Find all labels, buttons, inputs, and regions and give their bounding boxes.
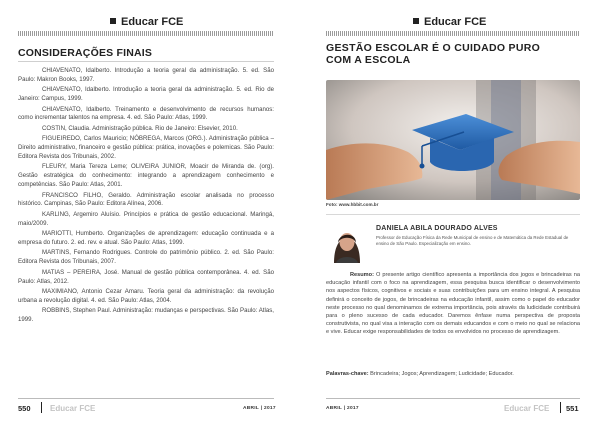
section-rule (18, 61, 274, 62)
header-brand (110, 16, 183, 28)
reference-item: KARLING, Argemiro Aluísio. Princípios e prática de gestão educacional. Maringá, maio/2009. (18, 210, 274, 227)
reference-item: MATIAS – PEREIRA, José. Manual de gestão pública contemporânea. 4. ed. São Paulo: Atlas, 2012. (18, 268, 274, 285)
reference-item: ROBBINS, Stephen Paul. Administração: mudanças e perspectivas. São Paulo: Atlas, 1999. (18, 307, 274, 324)
reference-item: MAXIMIANO, Antonio Cezar Amaru. Teoria geral da administração: da revolução urbana a revolução digital. 4. ed. São Paulo: Atlas, 2004. (18, 287, 274, 304)
footer-rule (18, 398, 274, 399)
abstract-text: O presente artigo científico apresenta a importância dos jogos e brincadeiras na educação infantil com o foco na aprendizagem, essa pesquisa busca identificar o desenvolvimento nos aspectos físicos, cognitivos e sociais e suas contribuições para um ensino integral. A pesquisa definirá o conceito de jogos, de brincadeiras na educação infantil, assim como o papel do educador neste processo no qual denominamos de extrema importância, pois através da ludicidade contribuirá para o pleno sucesso de cada educador. Daremos ênfase numa perspectiva de proposta construtivista, no qual visa a interação com os demais educandos e com o meio no qual se relaciona e vive. Educar exige responsabilidades de todos os envolvidos no processo de aprendizagem. (326, 272, 580, 336)
page-number: 551 (566, 404, 579, 413)
reference-item: FIGUEIREDO, Carlos Mauricio; NÓBREGA, Marcos (ORG.). Administração pública – Direito administrativo, financeiro e gestão pública: prática, inovações e polemicas. São Paulo: Editora Revista dos Tribunais, 2002. (18, 135, 274, 160)
photo-credit: Foto: www.hbbit.com.br (326, 202, 379, 207)
reference-item: COSTIN, Claudia. Administração pública. Rio de Janeiro: Elsevier, 2010. (42, 124, 238, 132)
brand-square-icon (110, 18, 116, 24)
header-hatch-bar (18, 31, 274, 36)
reference-list (18, 67, 274, 327)
reference-item: MARTINS, Fernando Rodrigues. Controle do patrimônio público. 2. ed. São Paulo: Editora Revista dos Tribunais, 2007. (18, 249, 274, 266)
footer-date: ABRIL | 2017 (326, 406, 359, 411)
page-number: 550 (18, 404, 31, 413)
brand-name: Educar FCE (424, 16, 487, 28)
reference-item: FRANCISCO FILHO, Geraldo. Administração escolar analisada no processo histórico. Campinas, São Paulo: Editora Alínea, 2006. (18, 191, 274, 208)
reference-item: CHIAVENATO, Idalberto. Introdução a teoria geral da administração. 5. ed. Rio de Janeiro: Campus, 1999. (18, 86, 274, 103)
article-photo (326, 80, 580, 200)
author-name: DANIELA ABILA DOURADO ALVES (376, 225, 498, 232)
keywords-label: Palavras-chave: (326, 371, 369, 377)
reference-item: CHIAVENATO, Idalberto. Introdução a teoria geral da administração. 5. ed. São Paulo: Makron Books, 1997. (18, 67, 274, 83)
section-title: CONSIDERAÇÕES FINAIS (18, 47, 153, 59)
header-brand (413, 16, 486, 28)
footer-brand: Educar FCE (504, 404, 550, 413)
footer-brand: Educar FCE (50, 404, 96, 413)
author-avatar (328, 223, 366, 263)
keywords-text: Brincadeira; Jogos; Aprendizagem; Ludicidade; Educador. (370, 371, 514, 377)
hands-graduation-cap-illustration (326, 80, 580, 200)
article-title: GESTÃO ESCOLAR É O CUIDADO PURO COM A ESCOLA (326, 42, 541, 66)
footer-separator (560, 402, 561, 413)
credit-rule (326, 214, 580, 215)
abstract (326, 271, 580, 337)
reference-item: MARIOTTI, Humberto. Organizações de aprendizagem: educação continuada e a empresa do futuro. 2. ed. rev. e atual. São Paulo: Atlas, 1999. (18, 230, 274, 246)
author-bio: Professor de Educação Física da Rede Municipal de ensino e de Matemática da Rede Estadual de ensino de São Paulo. Especialização em ensino. (376, 235, 569, 246)
footer-separator (41, 402, 42, 413)
abstract-label: Resumo: (350, 272, 374, 278)
header-hatch-bar (326, 31, 580, 36)
reference-item: CHIAVENATO, Idalberto. Treinamento e desenvolvimento de recursos humanos: como incrementar talentos na empresa. 4. ed. São Paulo: Atlas, 1999. (18, 105, 274, 122)
footer-date: ABRIL | 2017 (243, 406, 276, 411)
reference-item: FLEURY, Maria Tereza Leme; OLIVEIRA JUNIOR, Moacir de Miranda de. (org). Gestão estratégica do conhecimento: integrando a aprendizagem conhecimento e competências. São Paulo: Atlas, 2001. (18, 163, 274, 189)
author-portrait (328, 223, 366, 263)
keywords (326, 371, 580, 377)
brand-square-icon (413, 18, 419, 24)
brand-name: Educar FCE (121, 16, 184, 28)
footer-rule (326, 398, 580, 399)
